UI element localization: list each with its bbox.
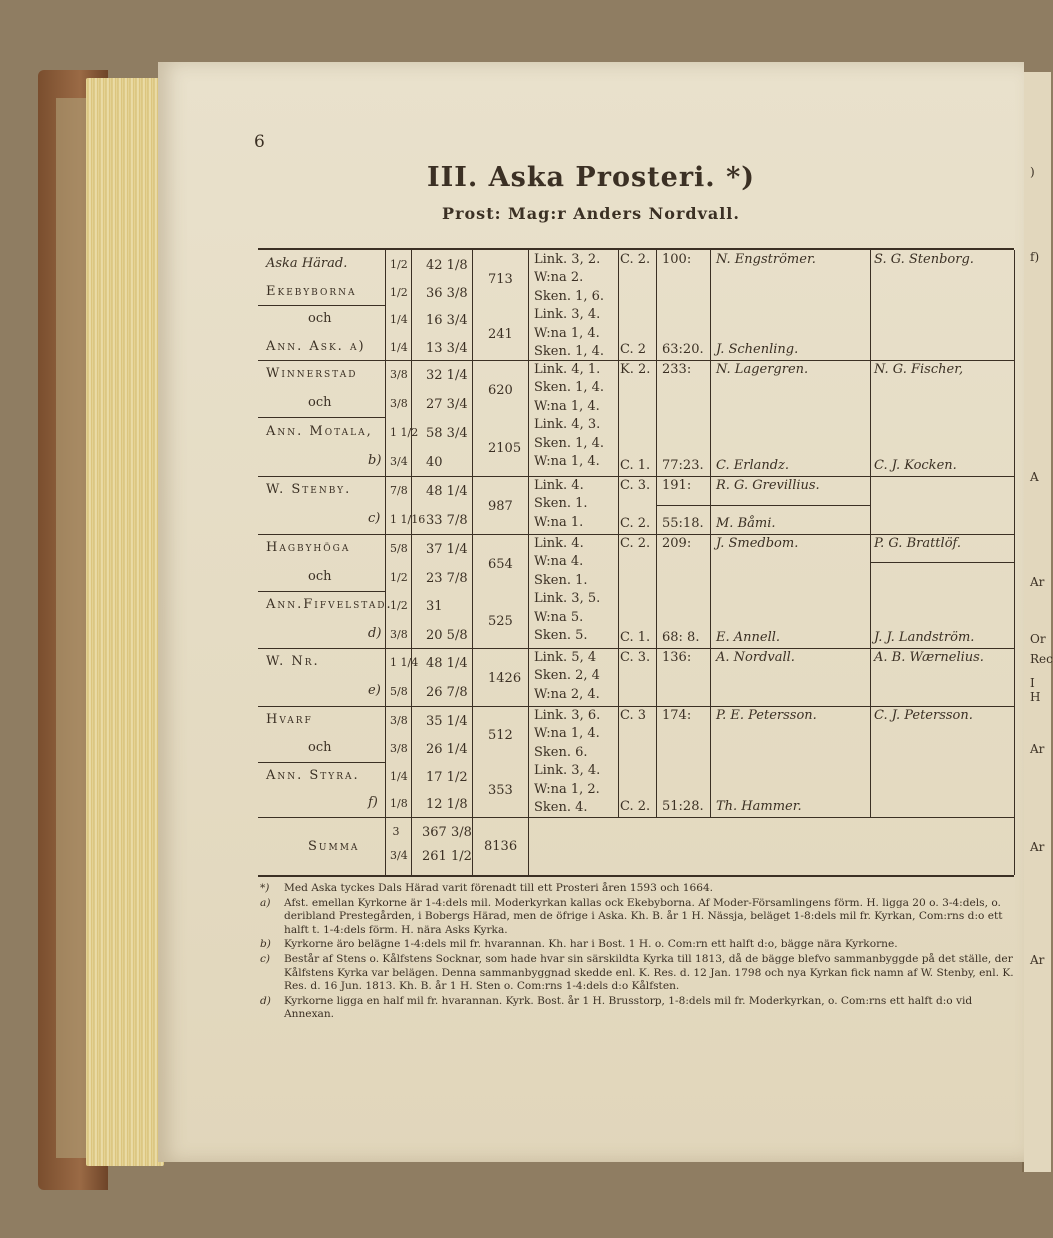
value-cell: 48 1/4 <box>426 484 468 499</box>
patron-cell: J. J. Landström. <box>874 630 975 645</box>
page-edges <box>86 78 164 1166</box>
footnote-mark: a) <box>260 896 271 909</box>
parish-name: Ann. Motala, <box>266 424 373 439</box>
distance-cell: Sken. 6. <box>534 744 588 760</box>
population-cell: 2105 <box>488 441 522 456</box>
number-cell: 55:18. <box>662 516 704 531</box>
distance-cell: W:na 2. <box>534 270 584 286</box>
parish-name: Winnerstad <box>266 366 358 381</box>
contract-cell: C. 3. <box>620 478 651 493</box>
value-cell: 26 1/4 <box>426 741 468 757</box>
next-page-fragment: I <box>1030 676 1035 690</box>
frac-value: 3/8 <box>390 368 408 381</box>
row-divider <box>258 360 1014 361</box>
parish-name: Hagbyhöga <box>266 540 351 555</box>
population-cell: 620 <box>488 383 513 398</box>
parish-name: Ekebyborna <box>266 283 357 299</box>
patron-cell: N. Engströmer. <box>716 252 816 267</box>
frac-value: 1/2 <box>390 599 408 612</box>
col-divider <box>385 250 386 875</box>
number-cell: 136: <box>662 650 692 665</box>
cell-divider <box>870 562 1014 563</box>
patron-cell: M. Båmi. <box>716 516 776 531</box>
book-page <box>158 62 1024 1162</box>
patron-cell: S. G. Stenborg. <box>874 252 974 267</box>
patron-cell: A. Nordvall. <box>716 650 795 665</box>
col-divider <box>472 250 473 875</box>
footnote <box>260 938 1020 952</box>
parish-table <box>258 248 1014 877</box>
footnotes <box>260 882 1020 1023</box>
parish-name: c) <box>368 511 381 526</box>
cell-divider <box>656 505 870 506</box>
frac-value: 1 1/4 <box>390 656 419 669</box>
parish-name: d) <box>368 625 382 641</box>
value-cell: 42 1/8 <box>426 258 468 273</box>
footnote-mark: c) <box>260 952 271 965</box>
footnote <box>260 897 1020 938</box>
parish-name: Ann. Ask. a) <box>266 338 366 354</box>
next-page-fragment: A <box>1030 470 1039 484</box>
value-cell: 58 3/4 <box>426 426 468 441</box>
next-page-fragment: Rec <box>1030 652 1053 666</box>
distance-cell: Link. 3, 5. <box>534 591 601 607</box>
number-cell: 174: <box>662 708 692 723</box>
distance-cell: Sken. 1, 4. <box>534 435 605 451</box>
parish-name: Aska Härad. <box>266 256 348 271</box>
distance-cell: W:na 1, 4. <box>534 454 600 469</box>
contract-cell: C. 2. <box>620 799 651 814</box>
row-divider <box>258 476 1014 477</box>
chapter-title: III. Aska Prosteri. *) <box>426 162 755 193</box>
distance-cell: Link. 3, 4. <box>534 763 601 779</box>
value-cell: 40 <box>426 455 443 470</box>
number-cell: 191: <box>662 478 692 493</box>
parish-name: Ann.Fifvelstad. <box>266 597 393 612</box>
distance-cell: W:na 1, 2. <box>534 781 600 797</box>
population-cell: 654 <box>488 556 513 572</box>
parish-name: W. Stenby. <box>266 482 352 497</box>
row-divider <box>258 706 1014 707</box>
footnote-text: Med Aska tyckes Dals Härad varit förenadt till ett Prosteri åren 1593 och 1664. <box>284 882 714 894</box>
patron-cell: N. G. Fischer, <box>874 362 964 377</box>
distance-cell: Sken. 4. <box>534 800 588 815</box>
number-cell: 68: 8. <box>662 630 700 645</box>
patron-cell: C. Erlandz. <box>716 458 790 473</box>
row-divider <box>258 648 1014 649</box>
value-cell: 35 1/4 <box>426 714 468 729</box>
distance-cell: Sken. 1, 4. <box>534 380 605 396</box>
population-cell: 241 <box>488 326 513 342</box>
distance-cell: W:na 5. <box>534 609 584 625</box>
col-divider <box>1014 250 1015 875</box>
patron-cell: A. B. Wærnelius. <box>874 650 984 665</box>
patron-cell: R. G. Grevillius. <box>716 478 820 493</box>
dean-line: Prost: Mag:r Anders Nordvall. <box>442 204 740 223</box>
frac-value: 3/4 <box>390 849 408 862</box>
patron-cell: P. E. Petersson. <box>716 708 817 723</box>
subrow-divider <box>258 591 385 592</box>
patron-cell: E. Annell. <box>716 630 781 645</box>
number-cell: 209: <box>662 536 692 551</box>
distance-cell: W:na 1, 4. <box>534 726 600 742</box>
value-cell: 20 5/8 <box>426 627 468 643</box>
population-cell: 512 <box>488 727 513 743</box>
frac-value: 1/4 <box>390 340 408 354</box>
frac-value: 3/8 <box>390 741 408 755</box>
value-cell: 33 7/8 <box>426 513 468 528</box>
frac-value: 5/8 <box>390 685 408 698</box>
parish-name: och <box>308 395 332 410</box>
next-page-fragment: Ar <box>1030 953 1045 967</box>
value-cell: 27 3/4 <box>426 397 468 412</box>
frac-value: 5/8 <box>390 542 408 555</box>
distance-cell: Sken. 1. <box>534 572 588 588</box>
footnote <box>260 882 1020 896</box>
frac-value: 3/8 <box>390 397 408 410</box>
value-cell: 12 1/8 <box>426 797 468 813</box>
population-cell: 987 <box>488 499 513 514</box>
contract-cell: C. 2 <box>620 342 647 357</box>
frac-value: 1 1/2 <box>390 426 419 439</box>
population-cell: 525 <box>488 613 513 629</box>
next-page-fragment: H <box>1030 690 1041 704</box>
footnote-text: Består af Stens o. Kålfstens Socknar, som hade hvar sin särskildta Kyrka till 1813, då de bägge blefvo sammanbyggde på det ställe, der Kålfstens Kyrka var belägen. Denna sammanbyggnad skedde enl. K. Res. d. 12 Jan. 1798 och nya Kyrkan fick namn af W. Stenby, enl. K. Res. d. 16 Jun. 1813. Kh. B. år 1 H. Sten o. Com:rns 1-4:dels d:o Kålfsten. <box>284 952 1014 993</box>
col-divider <box>528 250 529 875</box>
row-divider <box>258 817 1014 818</box>
frac-value: 1/8 <box>390 797 408 811</box>
parish-name: och <box>308 739 332 755</box>
contract-cell: C. 2. <box>620 252 651 267</box>
frac-value: 3/4 <box>390 455 408 468</box>
subrow-divider <box>258 762 385 763</box>
distance-cell: Sken. 2, 4 <box>534 668 600 684</box>
contract-cell: C. 1. <box>620 458 651 473</box>
footnote <box>260 995 1020 1022</box>
number-cell: 100: <box>662 252 692 267</box>
distance-cell: W:na 2, 4. <box>534 686 600 702</box>
frac-value: 3 <box>392 825 400 838</box>
parish-name: och <box>308 568 332 584</box>
distance-cell: W:na 1, 4. <box>534 325 600 341</box>
parish-name: e) <box>368 683 381 698</box>
distance-cell: W:na 1, 4. <box>534 398 600 414</box>
patron-cell: Th. Hammer. <box>716 799 802 814</box>
distance-cell: Link. 3, 2. <box>534 252 601 267</box>
next-page-fragment: Or <box>1030 632 1046 646</box>
contract-cell: C. 1. <box>620 630 651 645</box>
value-cell: 36 3/8 <box>426 285 468 301</box>
parish-name: W. Nr. <box>266 654 320 669</box>
frac-value: 3/8 <box>390 714 408 727</box>
number-cell: 51:28. <box>662 799 704 814</box>
distance-cell: W:na 4. <box>534 554 584 570</box>
patron-cell: J. Schenling. <box>716 342 799 357</box>
page-number: 6 <box>254 132 265 152</box>
contract-cell: C. 3 <box>620 708 647 723</box>
value-cell: 26 7/8 <box>426 685 468 700</box>
distance-cell: Link. 4. <box>534 536 584 551</box>
frac-value: 1 1/16 <box>390 513 426 526</box>
next-page-fragment: f) <box>1030 250 1040 264</box>
value-cell: 37 1/4 <box>426 542 468 557</box>
distance-cell: Link. 3, 4. <box>534 307 601 323</box>
value-cell: 48 1/4 <box>426 656 468 671</box>
footnote <box>260 953 1020 994</box>
parish-name: och <box>308 311 332 326</box>
footnote-mark: b) <box>260 938 271 951</box>
number-cell: 77:23. <box>662 458 704 473</box>
distance-cell: Link. 4, 1. <box>534 362 601 377</box>
distance-cell: W:na 1. <box>534 514 584 530</box>
patron-cell: P. G. Brattlöf. <box>874 536 961 551</box>
footnote-text: Kyrkorne äro belägne 1-4:dels mil fr. hvarannan. Kh. har i Bost. 1 H. o. Com:rn ett halft d:o, bägge nära Kyrkorne. <box>284 938 898 951</box>
footnote-text: Afst. emellan Kyrkorne är 1-4:dels mil. Moderkyrkan kallas ock Ekebyborna. Af Moder-Församlingens förm. H. ligga 20 o. 3-4:dels, o. deribland Prestegården, i Bobergs Härad, men de öfrige i Aska. Kh. B. år 1 H. Nässja, beläget 1-8:dels mil fr. Kyrkan, Com:rns d:o ett halft t. 1-4:dels förm. H. nära Asks Kyrka. <box>284 896 1003 936</box>
population-cell: 8136 <box>484 839 518 854</box>
parish-name: f) <box>368 795 378 811</box>
frac-value: 1/2 <box>390 258 408 271</box>
value-cell: 261 1/2 <box>422 849 472 864</box>
distance-cell: Link. 3, 6. <box>534 708 601 723</box>
contract-cell: K. 2. <box>620 362 651 377</box>
contract-cell: C. 2. <box>620 536 651 551</box>
value-cell: 367 3/8 <box>422 825 472 840</box>
next-page-fragment: ) <box>1030 165 1035 179</box>
row-divider <box>258 534 1014 535</box>
value-cell: 13 3/4 <box>426 340 468 356</box>
value-cell: 23 7/8 <box>426 570 468 586</box>
footnote-mark: d) <box>260 994 271 1007</box>
frac-value: 1/2 <box>390 570 408 584</box>
parish-name: Ann. Styra. <box>266 767 360 783</box>
number-cell: 233: <box>662 362 692 377</box>
frac-value: 3/8 <box>390 627 408 641</box>
subrow-divider <box>258 417 385 418</box>
frac-value: 1/4 <box>390 769 408 783</box>
number-cell: 63:20. <box>662 342 704 357</box>
distance-cell: Sken. 1, 6. <box>534 288 605 304</box>
frac-value: 1/4 <box>390 313 408 326</box>
parish-name: Hvarf <box>266 712 313 727</box>
value-cell: 17 1/2 <box>426 769 468 785</box>
parish-name: b) <box>368 453 382 468</box>
next-page-text <box>1030 0 1053 1238</box>
footnote-mark: *) <box>260 882 270 894</box>
distance-cell: Sken. 1. <box>534 496 588 512</box>
footnote-text: Kyrkorne ligga en half mil fr. hvarannan. Kyrk. Bost. år 1 H. Brusstorp, 1-8:dels mil fr. Moderkyrkan, o. Com:rns ett halft d:o vid Annexan. <box>284 994 973 1021</box>
population-cell: 713 <box>488 271 513 287</box>
contract-cell: C. 3. <box>620 650 651 665</box>
population-cell: 353 <box>488 783 513 799</box>
distance-cell: Link. 5, 4 <box>534 650 597 665</box>
contract-cell: C. 2. <box>620 516 651 531</box>
population-cell: 1426 <box>488 671 522 686</box>
next-page-fragment: Ar <box>1030 742 1045 756</box>
next-page-fragment: Ar <box>1030 840 1045 854</box>
patron-cell: N. Lagergren. <box>716 362 809 377</box>
summa-label: Summa <box>308 839 360 854</box>
value-cell: 32 1/4 <box>426 368 468 383</box>
frac-value: 7/8 <box>390 484 408 497</box>
value-cell: 16 3/4 <box>426 313 468 328</box>
subrow-divider <box>258 305 385 306</box>
distance-cell: Link. 4, 3. <box>534 417 601 433</box>
distance-cell: Sken. 1, 4. <box>534 344 605 359</box>
col-divider <box>411 250 412 875</box>
next-page-fragment: Ar <box>1030 575 1045 589</box>
distance-cell: Sken. 5. <box>534 628 588 643</box>
frac-value: 1/2 <box>390 285 408 299</box>
value-cell: 31 <box>426 599 443 614</box>
distance-cell: Link. 4. <box>534 478 584 493</box>
patron-cell: J. Smedbom. <box>716 536 799 551</box>
patron-cell: C. J. Petersson. <box>874 708 973 723</box>
patron-cell: C. J. Kocken. <box>874 458 957 473</box>
